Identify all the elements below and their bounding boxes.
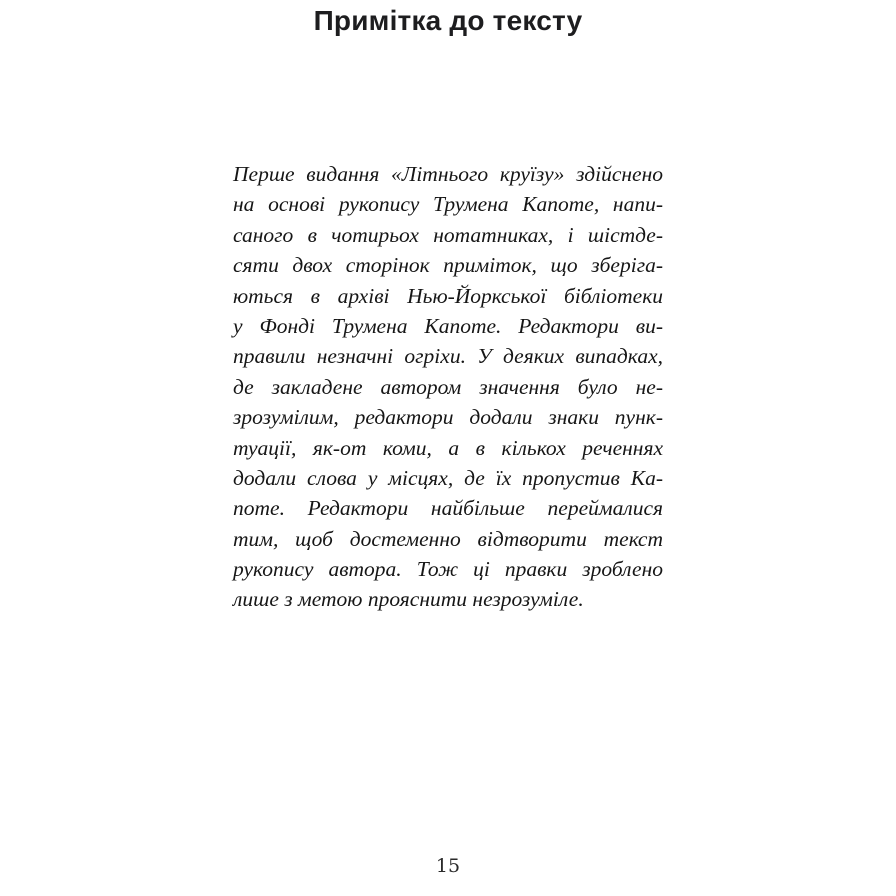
text-line: правили незначні огріхи. У деяких випадках,	[233, 344, 663, 369]
page-title: Примітка до тексту	[313, 5, 583, 36]
text-line: ються в архіві Нью-Йоркської бібліотеки	[233, 283, 663, 308]
text-line: саного в чотирьох нотатниках, і шістде-	[233, 222, 663, 247]
page-number: 15	[435, 855, 461, 877]
text-line: у Фонді Трумена Капоте. Редактори ви-	[233, 313, 663, 338]
text-line: лише з метою прояснити незрозуміле.	[233, 587, 584, 612]
text-line: тим, щоб достеменно відтворити текст	[233, 526, 663, 551]
text-line: де закладене автором значення було не-	[233, 374, 663, 399]
text-line: туації, як-от коми, а в кількох реченнях	[233, 435, 663, 460]
text-line: зрозумілим, редактори додали знаки пунк-	[233, 405, 663, 430]
text-line: рукопису автора. Тож ці правки зроблено	[233, 557, 663, 582]
text-line: на основі рукопису Трумена Капоте, напи-	[233, 192, 663, 217]
note-paragraph	[233, 159, 663, 615]
text-line: додали слова у місцях, де їх пропустив Ка-	[233, 465, 663, 490]
text-line: Перше видання «Літнього круїзу» здійснено	[233, 162, 663, 186]
text-line: сяти двох сторінок приміток, що зберіга-	[233, 253, 663, 278]
text-line: поте. Редактори найбільше переймалися	[233, 496, 663, 521]
